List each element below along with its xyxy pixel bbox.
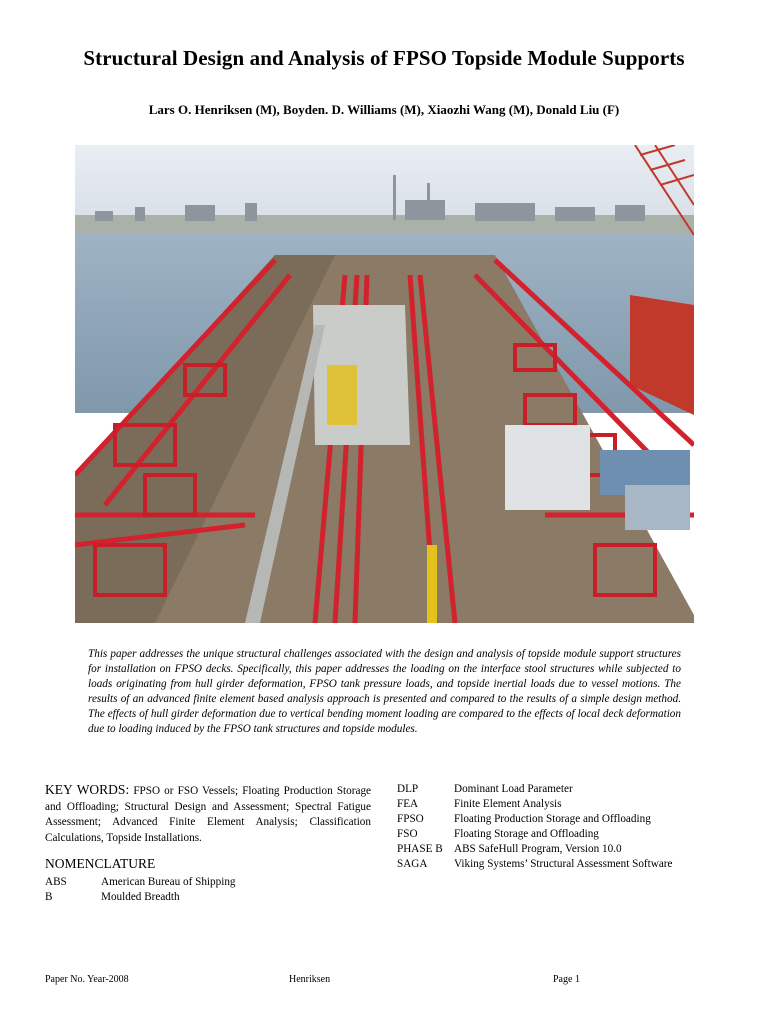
abbreviation-item: FEA Finite Element Analysis <box>397 798 562 810</box>
abbreviation-item: PHASE B ABS SafeHull Program, Version 10.0 <box>397 843 622 855</box>
abbreviation-item: FPSO Floating Production Storage and Offloading <box>397 813 651 825</box>
abstract: This paper addresses the unique structural challenges associated with the design and analysis of topside module support structures for installation on FPSO decks. Specifically, this paper addresses the loading on the interface stool structures while subjected to loads originating from hull girder deformation, FPSO tank pressure loads, and topside inertial loads due to vessel motions. The results of an advanced finite element based analysis approach is presented and compared to the results of a simple design method. The effects of hull girder deformation due to vertical bending moment loading are compared to the effects of local deck deformation due to loading induced by the FPSO tank structures and topside modules. <box>88 648 681 736</box>
footer-paper-number: Paper No. Year-2008 <box>45 974 129 985</box>
module-white-left <box>505 425 590 510</box>
abbreviation-item: FSO Floating Storage and Offloading <box>397 828 599 840</box>
shoreline <box>75 215 694 235</box>
nomenclature-item: ABS American Bureau of Shipping <box>45 876 236 888</box>
paper-title: Structural Design and Analysis of FPSO Topside Module Supports <box>83 46 685 70</box>
keywords-text: FPSO or FSO Vessels; Floating Production Storage and Offloading; Structural Design and Assessment; Spectral Fatigue Assessment; Advanced Finite Element Analysis; Classification Calculations, Topside Installations. <box>45 785 372 844</box>
keywords-paragraph <box>45 782 371 846</box>
nomenclature-list <box>45 875 236 905</box>
footer-page-number: Page 1 <box>553 974 580 985</box>
abbreviation-item: SAGA Viking Systems’ Structural Assessment Software <box>397 858 673 870</box>
yellow-pipe <box>427 545 437 623</box>
abbreviation-list <box>397 782 673 872</box>
author-list: Lars O. Henriksen (M), Boyden. D. Williams (M), Xiaozhi Wang (M), Donald Liu (F) <box>148 102 620 117</box>
keywords-heading: KEY WORDS: <box>45 782 130 797</box>
abbreviation-item: DLP Dominant Load Parameter <box>397 783 573 795</box>
footer-author: Henriksen <box>289 974 331 985</box>
nomenclature-item: B Moulded Breadth <box>45 891 180 903</box>
fpso-deck-photo <box>75 145 694 623</box>
nomenclature-heading: NOMENCLATURE <box>45 856 156 871</box>
